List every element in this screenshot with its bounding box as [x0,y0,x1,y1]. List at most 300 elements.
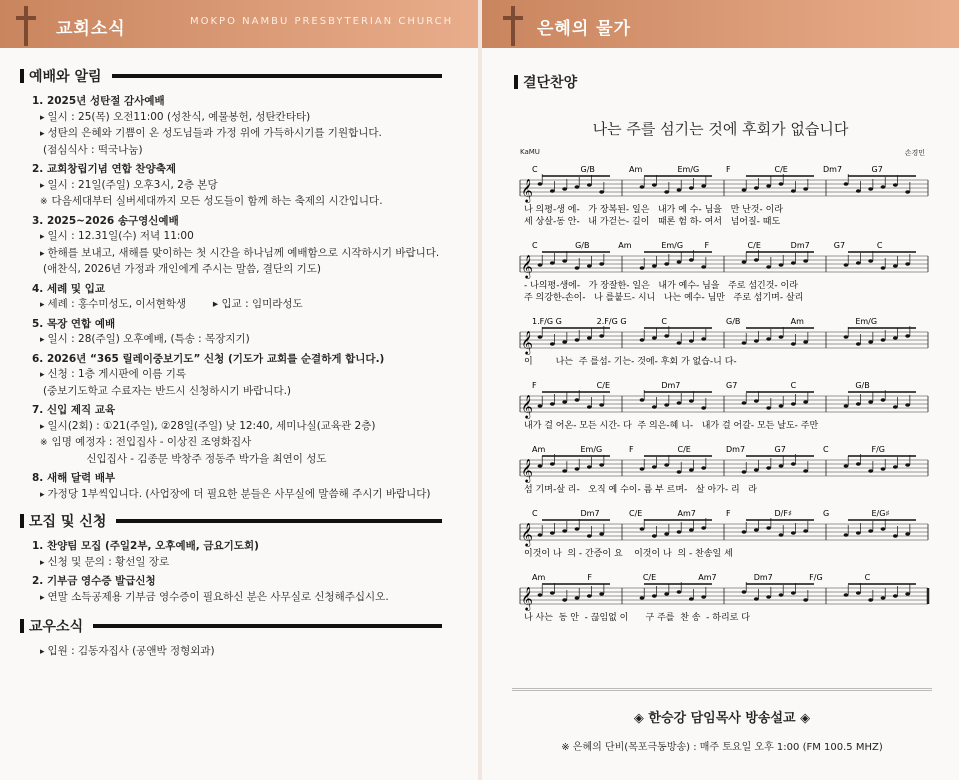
note-head [550,531,555,535]
lyric-line: 세 상살-동 안- 내 가걷는- 길이 때론 험 하- 여서 넘어질- 때도 [524,217,781,227]
chord-label: F [629,445,634,454]
section-recruit [20,511,478,531]
note-head [754,468,759,472]
note-head [905,334,910,338]
note-head [599,334,604,338]
note-head [538,263,543,267]
treble-clef-icon: 𝄞 [521,330,533,354]
chord-label: G/B [726,317,741,326]
notice-line: (애찬식, 2026년 가정과 개인에게 주시는 말씀, 결단의 기도) [43,263,321,275]
note-head [779,263,784,267]
note-head [599,532,604,536]
note-head [640,527,645,531]
note-head [742,470,747,474]
notice-line: ▸ 신청 : 1층 게시판에 이름 기록 [32,367,478,384]
notice-heading: 6. 2026년 “365 릴레이중보기도” 신청 (기도가 교회를 순결하게 합니다.) [32,352,385,365]
chord-label: Am [629,165,643,174]
note-head [689,468,694,472]
member-list [20,644,478,661]
left-header-title: 교회소식 [56,19,126,39]
section-worship [20,66,478,86]
note-head [664,262,669,266]
chord-label: D/F♯ [774,509,792,518]
note-head [599,190,604,194]
note-head [791,462,796,466]
note-head [689,597,694,601]
note-head [742,530,747,534]
note-head [844,593,849,597]
notice-line: ※ 임명 예정자 : 전입집사 - 이상진 조영화집사 [32,435,478,452]
note-head [652,264,657,268]
section-marker [514,75,518,89]
note-head [689,528,694,532]
note-head [587,465,592,469]
note-head [587,594,592,598]
note-head [742,401,747,405]
chord-label: C [823,445,829,454]
note-head [538,593,543,597]
note-head [640,596,645,600]
note-head [742,260,747,264]
note-head [664,334,669,338]
note-head [844,263,849,267]
chord-label: Dm7 [726,445,746,454]
notice-line: (점심식사 : 떡국나눔) [43,143,143,156]
chord-label: C [532,509,538,518]
note-head [856,261,861,265]
section-rule [93,624,442,628]
notice-line: ▸ 일시 : 12.31일(수) 저녁 11:00 [32,229,478,246]
note-head [803,598,808,602]
notice-item [32,352,478,401]
note-head [640,338,645,342]
note-head [587,264,592,268]
notice-line: ▸ 신청 및 문의 : 황선일 장로 [32,555,478,572]
note-head [652,465,657,469]
note-head [844,404,849,408]
note-head [575,266,580,270]
notice-heading: 2. 교회창립기념 연합 찬양축제 [32,163,176,175]
treble-clef-icon: 𝄞 [521,458,533,482]
note-head [868,469,873,473]
lyric-line: 이것이 나 의 - 간증이 요 이것이 나 의 - 찬송일 세 [524,549,733,559]
note-head [856,591,861,595]
chord-label: C/E [747,241,761,250]
notice-item [32,574,478,606]
chord-label: Am [790,317,804,326]
chord-label: C [790,381,797,390]
note-head [575,527,580,531]
chord-label: Dm7 [823,165,843,174]
lyric-line: 주 의강한-손이- 나 를붙드- 시니 나는 예수- 님만 주로 섬기며- 살리 [524,293,804,303]
music-system [520,445,928,495]
note-head [677,188,682,192]
song-title: 나는 주를 섬기는 것에 후회가 없습니다 [592,120,849,138]
note-head [689,339,694,343]
note-head [766,406,771,410]
note-head [905,190,910,194]
note-head [562,400,567,404]
chord-label: C [661,317,667,326]
note-head [791,342,796,346]
chord-label: Em/G [580,445,603,454]
note-head [905,532,910,536]
note-head [575,398,580,402]
note-head [754,528,759,532]
notice-item [32,539,478,571]
notice-item [32,644,478,661]
note-head [856,531,861,535]
note-head [803,400,808,404]
note-head [881,185,886,189]
notice-line: ▸ 성탄의 은혜와 기쁨이 온 성도님들과 가정 위에 가득하시기를 기원합니다. [32,126,478,143]
note-head [640,185,645,189]
note-head [640,467,645,471]
section-marker [20,514,24,528]
note-head [754,339,759,343]
lyric-line: 내가 걸 어온- 모든 시간- 다 주 의은-혜 니- 내가 걸 어갈- 모든 날도- 주만 [524,421,819,431]
chord-label: Am7 [698,573,717,582]
treble-clef-icon: 𝄞 [521,586,533,610]
chord-label: C/E [629,509,643,518]
chord-label: C/E [774,165,788,174]
notice-line: ▸ 일시 : 21일(주일) 오후3시, 2층 본당 [32,178,478,195]
church-name: MOKPO NAMBU PRESBYTERIAN CHURCH [190,16,454,27]
notice-item [32,471,478,503]
notice-line: ▸ 일시 : 28(주일) 오후예배, (특송 : 목장지기) [32,332,478,349]
note-head [677,590,682,594]
note-head [779,404,784,408]
lyric-line: 섬 기며-살 리- 오직 예 수이- 름 부 르며- 살 아가- 리 라 [524,485,757,495]
note-head [562,259,567,263]
note-head [881,266,886,270]
chord-label: G/B [855,381,870,390]
note-head [779,533,784,537]
note-head [893,336,898,340]
notice-line: 신입집사 - 김종문 박창주 정동주 박가을 최연이 성도 [43,452,327,465]
music-system [520,381,928,431]
note-head [779,464,784,468]
cross-icon [14,6,38,46]
note-head [844,464,849,468]
chord-label: Em/G [661,241,684,250]
note-head [587,534,592,538]
notice-heading: 5. 목장 연합 예배 [32,317,116,330]
note-head [562,529,567,533]
lyric-line: 이 나는 주 를섬- 기는- 것에- 후회 가 없습-니 다- [524,357,737,367]
chord-label: G/B [575,241,590,250]
chord-label: C/E [596,381,611,390]
note-head [856,462,861,466]
note-head [742,188,747,192]
section-choir [514,72,577,92]
chord-label: F [587,573,593,582]
note-head [677,530,682,534]
music-system [520,241,928,303]
note-head [779,593,784,597]
section-title: 모집 및 신청 [29,514,107,530]
left-header [0,0,479,48]
note-head [562,598,567,602]
note-head [881,398,886,402]
notice-item [32,282,478,314]
note-head [701,184,706,188]
broadcast-title: ◈ 한승강 담임목사 방송설교 ◈ [633,711,811,726]
lyric-line: 나 사는 동 안 - 끊임없 이 구 주를 찬 송 - 하리로 다 [524,613,750,623]
note-head [664,190,669,194]
note-head [868,259,873,263]
note-head [893,405,898,409]
notice-item [32,317,478,349]
section-title: 교우소식 [29,619,84,635]
note-head [599,592,604,596]
notice-item [32,94,478,159]
chord-label: F [704,241,710,250]
right-header [481,0,959,48]
note-head [677,260,682,264]
note-head [881,467,886,471]
note-head [689,258,694,262]
chord-label: F/G [871,445,885,454]
chord-label: F/G [809,573,823,582]
note-head [562,340,567,344]
chord-label: G [823,509,830,518]
note-head [856,189,861,193]
section-marker [20,69,24,83]
note-head [868,529,873,533]
notice-heading: 3. 2025~2026 송구영신예배 [32,214,179,227]
lyric-line: - 나의평-생에- 가 장잘한- 일은 내가 예수- 님을 주로 섬긴것- 이라 [524,281,798,291]
note-head [742,341,747,345]
note-head [575,596,580,600]
chord-label: Am7 [677,509,696,518]
note-head [677,470,682,474]
section-rule [112,74,443,78]
note-head [550,591,555,595]
chord-label: Am [532,445,546,454]
note-head [844,182,849,186]
note-head [538,335,543,339]
note-head [652,405,657,409]
notice-line: ▸ 입원 : 김동자집사 (공앤박 정형외과) [32,644,478,661]
note-head [754,258,759,262]
chord-label: C [532,165,538,174]
note-head [701,406,706,410]
chord-label: Dm7 [790,241,810,250]
section-title: 예배와 알림 [29,69,102,85]
chord-label: G7 [871,165,883,174]
note-head [893,264,898,268]
section-rule [116,519,442,523]
note-head [791,531,796,535]
note-head [881,596,886,600]
chord-label: G7 [833,241,846,250]
note-head [575,185,580,189]
note-head [599,403,604,407]
notice-line: ※ 다음세대부터 실버세대까지 모든 성도들이 함께 하는 축제의 시간입니다. [32,194,478,211]
worship-list [20,94,478,503]
note-head [791,261,796,265]
note-head [575,338,580,342]
note-head [766,526,771,530]
notice-heading: 8. 새해 달력 배부 [32,472,116,484]
music-system [520,165,928,227]
notice-item [32,403,478,468]
notice-line: (중보기도학교 수료자는 반드시 신청하시기 바랍니다.) [43,384,292,397]
treble-clef-icon: 𝄞 [521,522,533,546]
note-head [587,405,592,409]
chord-label: Dm7 [661,381,681,390]
note-head [599,463,604,467]
note-head [905,262,910,266]
chord-label: F [726,165,731,174]
section-marker [20,619,24,633]
notice-heading: 2. 기부금 영수증 발급신청 [32,575,156,587]
notice-heading: 1. 2025년 성탄절 감사예배 [32,95,165,107]
note-head [652,594,657,598]
chord-label: F [532,381,537,390]
chord-label: C/E [642,573,657,582]
note-head [844,335,849,339]
note-head [893,465,898,469]
note-head [562,187,567,191]
broadcast-title-text: 한승강 담임목사 방송설교 [648,711,796,726]
treble-clef-icon: 𝄞 [521,178,533,202]
note-head [868,340,873,344]
notice-heading: 4. 세례 및 입교 [32,282,105,295]
chord-label: Dm7 [753,573,773,582]
note-head [652,534,657,538]
chord-label: Dm7 [580,509,600,518]
note-head [689,399,694,403]
note-head [701,526,706,530]
note-head [766,466,771,470]
note-head [766,337,771,341]
chord-label: C [864,573,871,582]
cross-icon [501,6,525,46]
note-head [868,187,873,191]
note-head [664,403,669,407]
chord-label: G7 [774,445,786,454]
note-head [701,466,706,470]
note-head [803,259,808,263]
note-head [905,463,910,467]
music-system [520,573,928,623]
notice-line: ▸ 가정당 1부씩입니다. (사업장에 더 필요한 분들은 사무실에 말씀해 주시기 바랍니다) [32,487,478,504]
notice-line: ▸ 연말 소득공제용 기부금 영수증이 필요하신 분은 사무실로 신청해주십시오. [32,590,478,607]
note-head [791,402,796,406]
notice-line: ▸ 한해를 보내고, 새해를 맞이하는 첫 시간을 하나님께 예배함으로 시작하시기 바랍니다. [32,246,478,263]
note-head [779,182,784,186]
note-head [803,469,808,473]
note-head [881,527,886,531]
right-header-title: 은혜의 물가 [537,19,632,39]
notice-item [32,214,478,279]
note-head [664,532,669,536]
music-system [520,509,928,559]
notice-heading: 1. 찬양팀 모집 (주일2부, 오후예배, 금요기도회) [32,540,259,552]
note-head [742,590,747,594]
note-head [905,403,910,407]
music-system [520,317,928,367]
note-head [550,462,555,466]
note-head [538,404,543,408]
note-head [640,266,645,270]
note-head [538,464,543,468]
chord-label: Em/G [677,165,700,174]
notice-item [32,162,478,211]
note-head [701,595,706,599]
note-head [640,398,645,402]
note-head [701,265,706,269]
note-head [550,189,555,193]
note-head [881,338,886,342]
note-head [562,469,567,473]
chord-label: Am [532,573,546,582]
note-head [677,341,682,345]
notice-line: ▸ 세례 : 홍수미성도, 이서현학생 ▸ 입교 : 임미라성도 [32,297,478,314]
notice-line: ▸ 일시(2회) : ①21(주일), ②28일(주일) 낮 12:40, 세미나실(교육관 2층) [32,419,478,436]
note-head [905,592,910,596]
lyric-line: 나 의평-생 에- 가 장복된- 일은 내가 예 수- 님을 만 난것- 이라 [524,205,784,215]
note-head [575,467,580,471]
note-head [701,337,706,341]
note-head [791,591,796,595]
treble-clef-icon: 𝄞 [521,394,533,418]
note-head [664,463,669,467]
note-head [538,182,543,186]
note-head [652,336,657,340]
broadcast-box [512,688,932,753]
note-head [856,342,861,346]
chord-label: G7 [726,381,738,390]
note-head [868,400,873,404]
note-head [538,533,543,537]
chord-label: E/G♯ [871,509,890,518]
chord-label: Am [618,241,632,250]
chord-label: F [726,509,731,518]
note-head [766,184,771,188]
chord-label: C [532,241,538,250]
note-head [754,597,759,601]
note-head [550,261,555,265]
note-head [803,187,808,191]
recruit-list [20,539,478,606]
note-head [754,186,759,190]
note-head [779,335,784,339]
chord-label: C/E [677,445,691,454]
note-head [893,534,898,538]
note-head [689,186,694,190]
broadcast-detail: ※ 은혜의 단비(목포극동방송) : 매주 토요일 오후 1:00 (FM 100.5 MHZ) [561,742,883,753]
note-head [664,592,669,596]
song-page [482,48,959,780]
note-head [550,402,555,406]
notice-line: ▸ 일시 : 25(목) 오전11:00 (성찬식, 예물봉헌, 성탄칸타타) [32,110,478,127]
note-head [677,401,682,405]
note-head [791,189,796,193]
note-head [550,342,555,346]
treble-clef-icon: 𝄞 [521,254,533,278]
chord-label: C [876,241,883,250]
note-head [599,262,604,266]
note-head [587,183,592,187]
kamu-label: KaMU [520,148,540,156]
sheet-music [482,160,959,680]
chord-label: 2.F/G G [596,317,627,326]
chord-label: Em/G [855,317,878,326]
chord-label: 1.F/G G [532,317,562,326]
